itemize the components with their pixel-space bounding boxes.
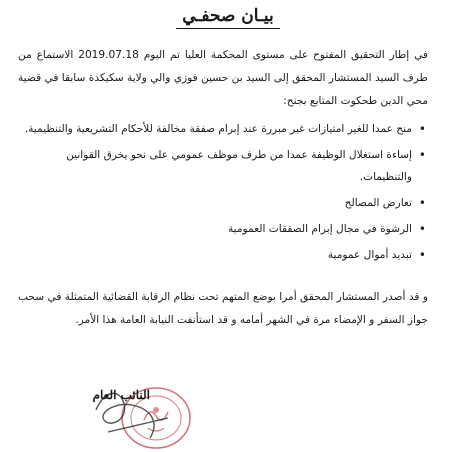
list-item: • تبديد أموال عمومية bbox=[18, 244, 428, 266]
charges-list bbox=[18, 118, 428, 270]
page-title bbox=[0, 6, 456, 26]
signature-label: النائب العام bbox=[92, 388, 150, 402]
list-item: • تعارض المصالح bbox=[18, 192, 428, 214]
signature-block bbox=[0, 380, 190, 450]
list-item: • الرشوة في مجال إبرام الصفقات العمومية bbox=[18, 218, 428, 240]
list-item: • إساءة استغلال الوظيفة عمدا من طرف موظف عمومي على نحو يخرق القوانين والتنظيمات. bbox=[18, 144, 428, 188]
list-item: • منح عمدا للغير امتيازات غير مبررة عند إبرام صفقة مخالفة للأحكام التشريعية والتنظيمية. bbox=[18, 118, 428, 140]
intro-paragraph: في إطار التحقيق المفتوح على مستوى المحكمة العليا تم اليوم 2019.07.18 الاستماع من طرف السيد المستشار المحقق إلى السيد بن حسين فوزي والي ولاية سكيكدة سابقا في قضية محي الدين طحكوت المتابع بجنح: bbox=[18, 49, 428, 107]
outro-paragraph: و قد أصدر المستشار المحقق أمرا بوضع المتهم تحت نظام الرقابة القضائية المتمثلة في سحب جواز السفر و الإمضاء مرة في الشهر أمامه و قد استأنفت النيابة العامة هذا الأمر. bbox=[18, 291, 428, 326]
page-title-text: بيـان صحفـي bbox=[176, 6, 280, 29]
